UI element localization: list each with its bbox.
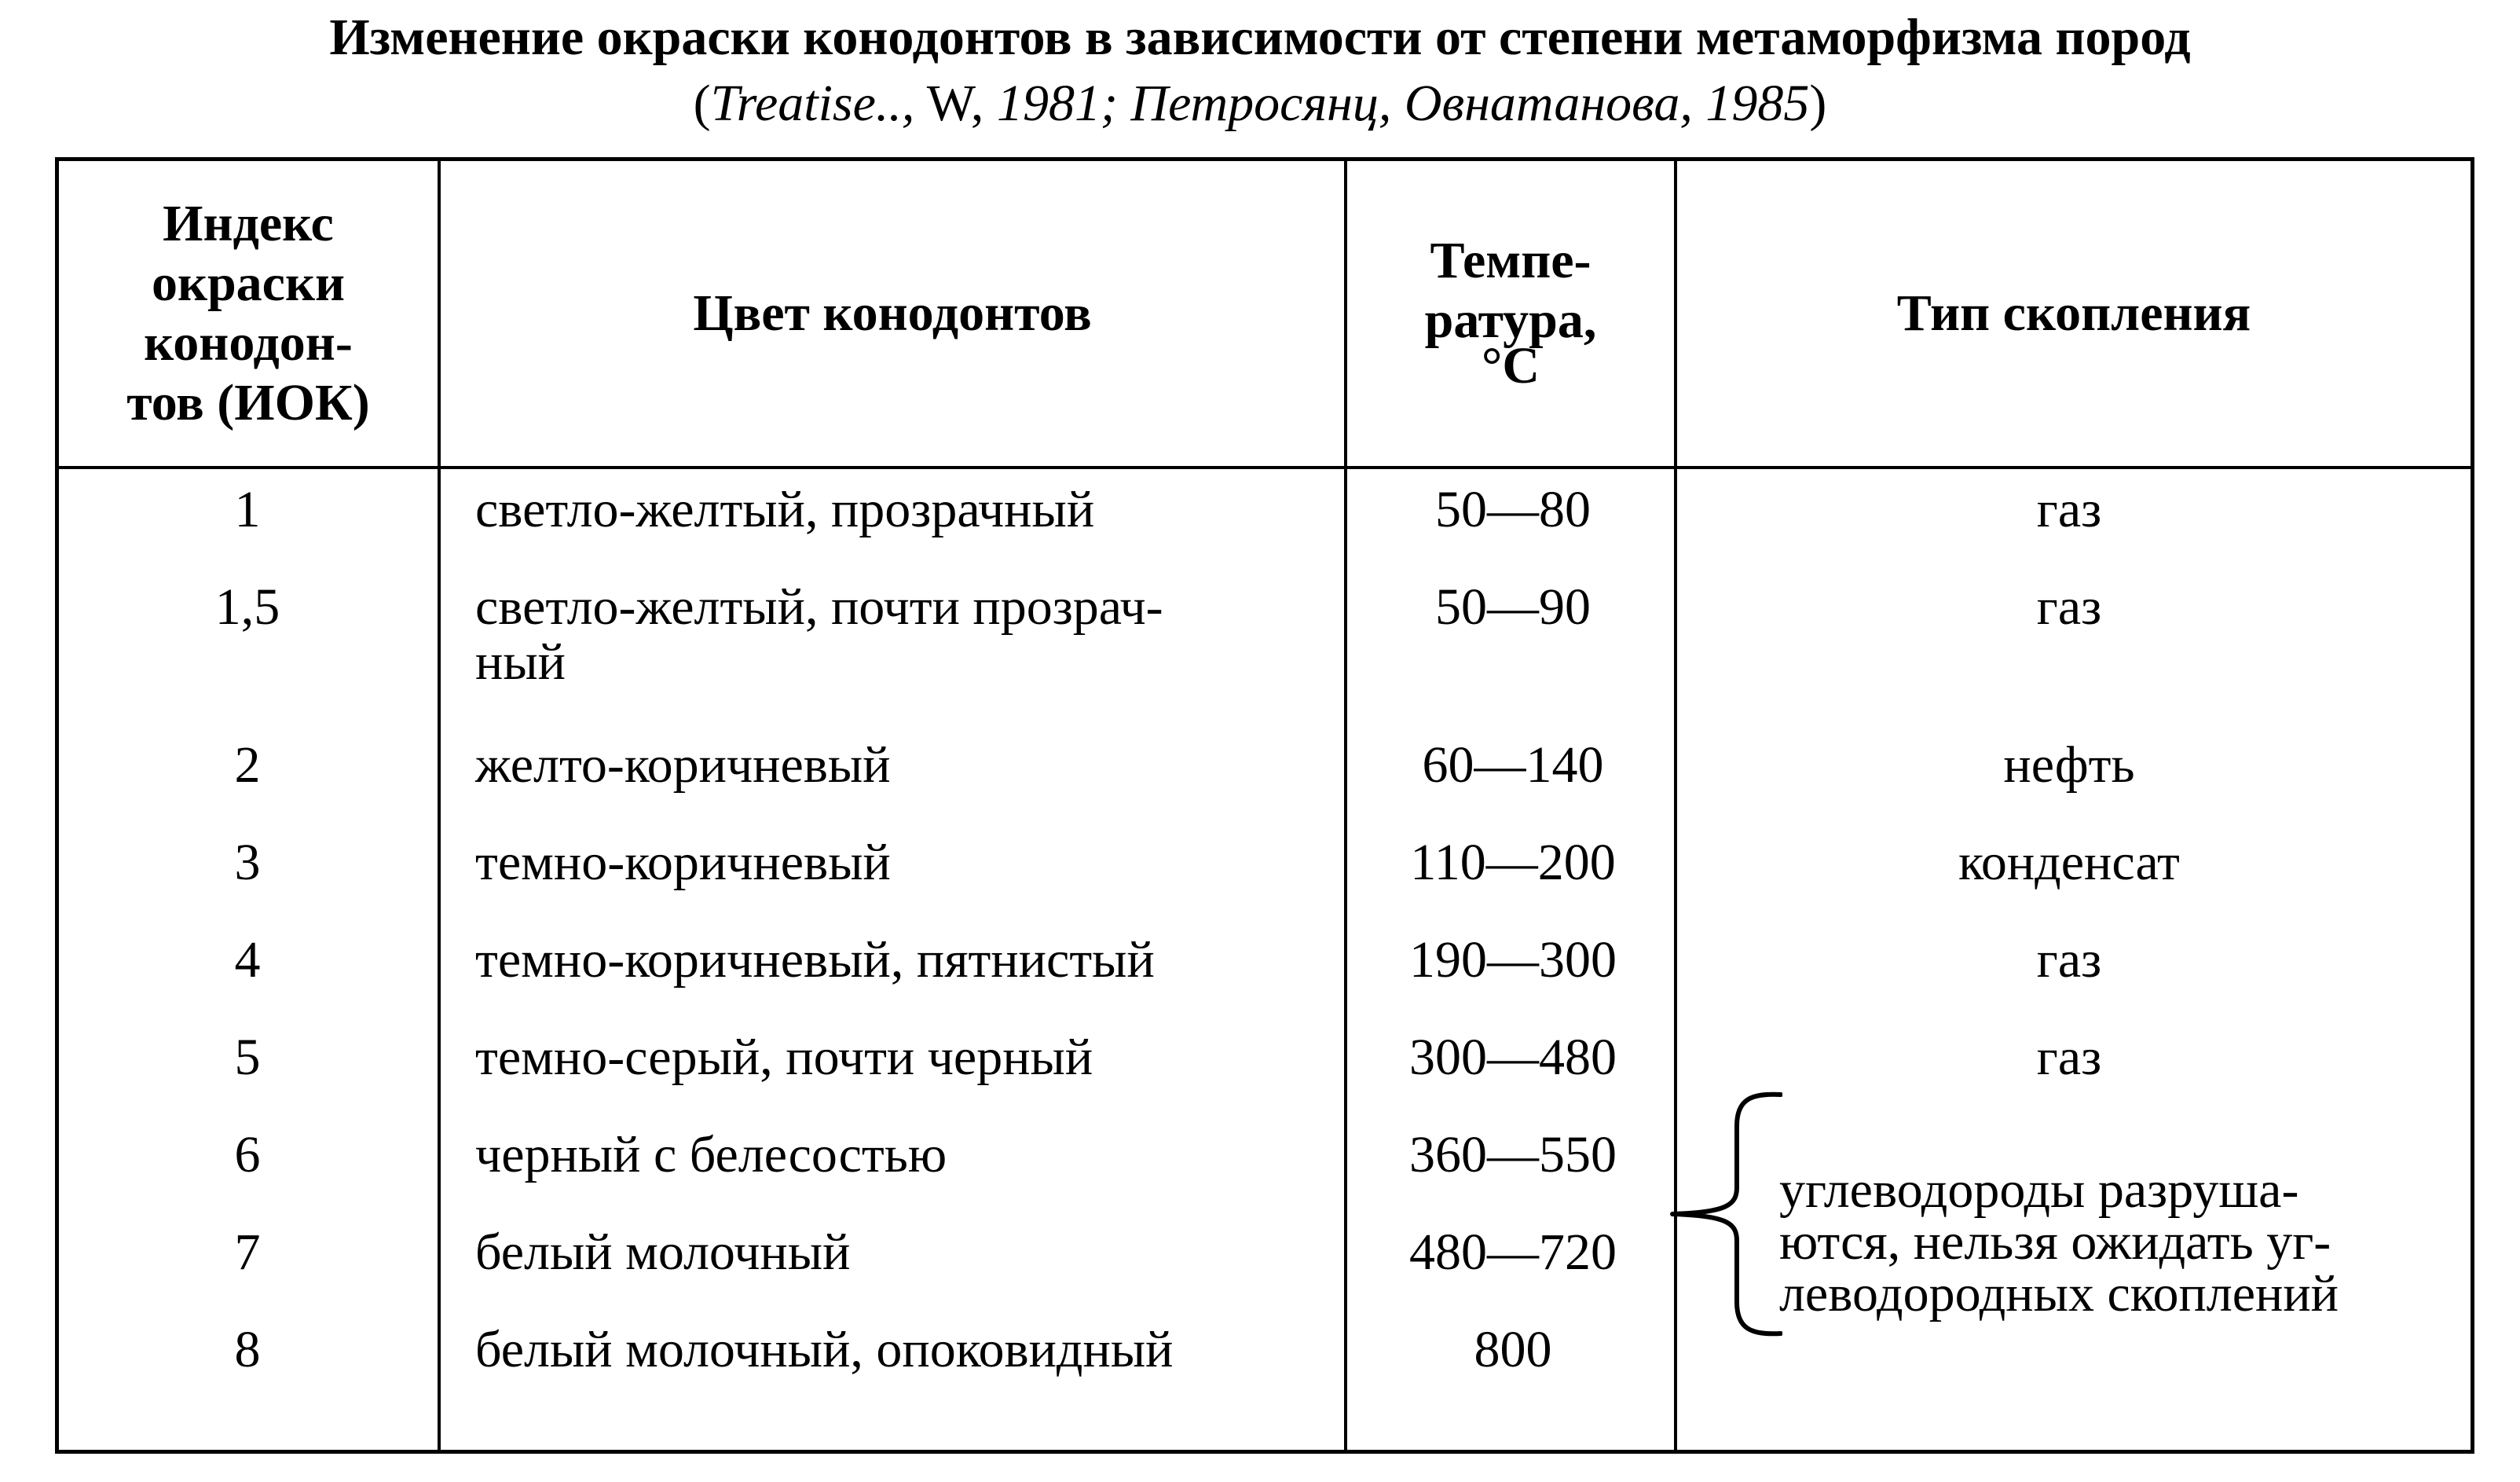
header-index-line: конодон- bbox=[144, 314, 353, 372]
row-accumulation-type: конденсат bbox=[1958, 834, 2180, 891]
row-color: темно-коричневый, пятнистый bbox=[475, 931, 1155, 989]
table-title: Изменение окраски конодонтов в зависимости от степени метаморфизма пород bbox=[329, 9, 2191, 66]
row-temperature: 360—550 bbox=[1409, 1126, 1617, 1183]
row-index: 6 bbox=[234, 1126, 261, 1183]
row-temperature: 110—200 bbox=[1410, 834, 1616, 891]
row-temperature: 50—80 bbox=[1435, 481, 1591, 538]
header-index-line: окраски bbox=[151, 255, 346, 312]
group-note-line: ются, нельзя ожидать уг- bbox=[1779, 1213, 2331, 1271]
group-note-line: углеводороды разруша- bbox=[1779, 1161, 2299, 1219]
curly-brace-icon bbox=[1665, 1088, 1782, 1340]
row-color: светло-желтый, почти прозрач- bbox=[475, 578, 1163, 636]
group-note bbox=[1779, 1161, 2339, 1322]
row-temperature: 60—140 bbox=[1422, 736, 1604, 794]
row-color: черный с белесостью bbox=[475, 1126, 947, 1183]
row-color: белый молочный bbox=[475, 1223, 851, 1281]
header-color: Цвет конодонтов bbox=[693, 284, 1092, 342]
row-color: темно-коричневый bbox=[475, 834, 891, 891]
header-temperature bbox=[1347, 161, 1674, 466]
row-accumulation-type: газ bbox=[2036, 931, 2102, 989]
row-index: 8 bbox=[234, 1321, 261, 1378]
row-temperature: 190—300 bbox=[1409, 931, 1617, 989]
group-note-line: леводородных скоплений bbox=[1779, 1265, 2339, 1322]
table-subtitle bbox=[0, 72, 2520, 135]
header-index-line: Индекс bbox=[163, 195, 334, 252]
header-divider bbox=[59, 466, 2471, 469]
header-temperature-line: ратура, bbox=[1424, 292, 1597, 349]
row-color-continued: ный bbox=[475, 633, 566, 691]
subtitle-source1: Treatise.., bbox=[710, 75, 915, 132]
row-temperature: 50—90 bbox=[1435, 578, 1591, 636]
row-color: темно-серый, почти черный bbox=[475, 1029, 1093, 1086]
row-temperature: 480—720 bbox=[1409, 1223, 1617, 1281]
header-index-line: тов (ИОК) bbox=[126, 374, 370, 431]
subtitle-open-paren: ( bbox=[693, 75, 711, 132]
row-index: 5 bbox=[234, 1029, 261, 1086]
conodont-color-table bbox=[55, 157, 2474, 1454]
row-accumulation-type: газ bbox=[2036, 578, 2102, 636]
row-temperature: 800 bbox=[1474, 1321, 1552, 1378]
subtitle-source1-vol: W, bbox=[914, 75, 984, 132]
subtitle-sources-years: 1981; Петросянц, Овнатанова, 1985 bbox=[983, 75, 1810, 132]
row-index: 1,5 bbox=[214, 578, 280, 636]
header-temperature-line: Темпе- bbox=[1430, 232, 1591, 289]
row-accumulation-type: нефть bbox=[2003, 736, 2135, 794]
header-temperature-line: °С bbox=[1481, 337, 1540, 394]
row-color: светло-желтый, прозрачный bbox=[475, 481, 1095, 538]
row-index: 4 bbox=[234, 931, 261, 989]
row-index: 7 bbox=[234, 1223, 261, 1281]
row-color: желто-коричневый bbox=[475, 736, 891, 794]
row-color: белый молочный, опоковидный bbox=[475, 1321, 1174, 1378]
row-accumulation-type: газ bbox=[2036, 481, 2102, 538]
header-index bbox=[59, 161, 438, 466]
row-index: 3 bbox=[234, 834, 261, 891]
subtitle-close-paren: ) bbox=[1809, 75, 1827, 132]
row-index: 2 bbox=[234, 736, 261, 794]
header-accumulation: Тип скопления bbox=[1896, 284, 2251, 342]
row-index: 1 bbox=[234, 481, 261, 538]
row-temperature: 300—480 bbox=[1409, 1029, 1617, 1086]
row-accumulation-type: газ bbox=[2036, 1029, 2102, 1086]
